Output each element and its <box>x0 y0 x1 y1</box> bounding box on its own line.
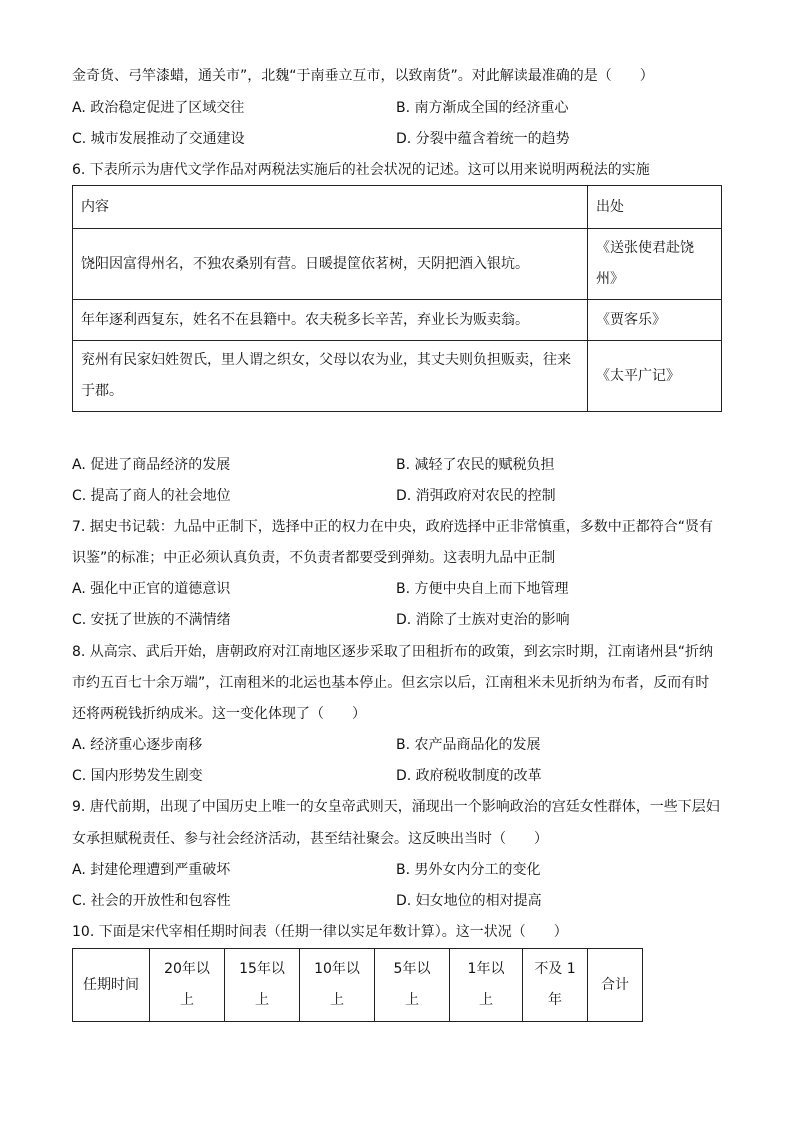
cell-text: 《太平广记》 <box>596 367 680 384</box>
q5-option-d: D. 分裂中蕴含着统一的趋势 <box>396 131 570 147</box>
table-cell-source <box>588 341 722 412</box>
table-header-cell <box>73 949 150 1022</box>
q5-stem: 金奇货、弓竿漆蜡，通关市”，北魏“于南垂立互市，以致南货”。对此解读最准确的是（ ） <box>72 68 654 84</box>
q9-option-d: D. 妇女地位的相对提高 <box>396 893 542 909</box>
q6-option-c: C. 提高了商人的社会地位 <box>72 488 231 504</box>
q5-option-b: B. 南方渐成全国的经济重心 <box>396 100 569 116</box>
cell-text: 年 <box>548 992 562 1008</box>
cell-text: 年年逐利西复东，姓名不在县籍中。农夫税多长辛苦，弃业长为贩卖翁。 <box>81 311 529 328</box>
table-header-cell <box>588 949 643 1022</box>
table-header-cell <box>523 949 588 1022</box>
q8-option-d: D. 政府税收制度的改革 <box>396 768 542 784</box>
q7-stem-line-2: 识鉴”的标准；中正必须认真负责，不负责者都要受到弹劾。这表明九品中正制 <box>72 550 556 566</box>
q6-option-d: D. 消弭政府对农民的控制 <box>396 488 556 504</box>
cell-text: 10年以 <box>314 961 360 977</box>
table-header-cell <box>375 949 450 1022</box>
q9-option-a: A. 封建伦理遭到严重破坏 <box>72 862 231 878</box>
table-row <box>73 229 722 300</box>
cell-text: 上 <box>405 992 419 1008</box>
cell-text: 上 <box>479 992 493 1008</box>
q8-option-a: A. 经济重心逐步南移 <box>72 737 203 753</box>
q8-option-b: B. 农产品商品化的发展 <box>396 737 541 753</box>
cell-text: 上 <box>255 992 269 1008</box>
cell-text: 上 <box>330 992 344 1008</box>
table-row <box>73 300 722 341</box>
cell-text: 任期时间 <box>83 976 139 993</box>
cell-text: 《送张使君赴饶 <box>596 240 694 256</box>
q10-stem: 10. 下面是宋代宰相任期时间表（任期一律以实足年数计算）。这一状况（ ） <box>72 924 568 940</box>
table-header-cell <box>225 949 300 1022</box>
table-header-row <box>73 186 722 229</box>
cell-text: 合计 <box>601 976 629 993</box>
table-header-content: 内容 <box>73 186 588 229</box>
cell-text: 5年以 <box>393 961 431 977</box>
q6-option-a: A. 促进了商品经济的发展 <box>72 457 231 473</box>
q6-option-b: B. 减轻了农民的赋税负担 <box>396 457 555 473</box>
table-header-cell <box>300 949 375 1022</box>
table-header-cell <box>450 949 523 1022</box>
q8-stem-line-3: 还将两税钱折纳成米。这一变化体现了（ ） <box>72 706 366 722</box>
q8-stem-line-1: 8. 从高宗、武后开始，唐朝政府对江南地区逐步采取了田租折布的政策，到玄宗时期，江南诸州县“折纳 <box>72 644 714 660</box>
cell-text: 不及 1 <box>534 961 576 977</box>
table-cell-source <box>588 229 722 300</box>
cell-text: 州》 <box>596 271 624 287</box>
table-cell-content <box>73 229 588 300</box>
table-cell-source <box>588 300 722 341</box>
q8-stem-line-2: 市约五百七十余万端”，江南租米的北运也基本停止。但玄宗以后，江南租米未见折纳为布者，反而有时 <box>72 675 710 691</box>
q7-stem-line-1: 7. 据史书记载：九品中正制下，选择中正的权力在中央，政府选择中正非常慎重，多数中正都符合“贤有 <box>72 519 714 535</box>
q8-option-c: C. 国内形势发生剧变 <box>72 768 203 784</box>
cell-text: 1年以 <box>467 961 505 977</box>
cell-text: 《贾客乐》 <box>596 311 666 328</box>
table-row <box>73 949 643 1022</box>
q7-option-b: B. 方便中央自上而下地管理 <box>396 581 569 597</box>
table-header-source: 出处 <box>588 186 722 229</box>
cell-text: 兖州有民家妇姓贺氏，里人谓之织女，父母以农为业，其丈夫则负担贩卖，往来 <box>81 352 571 368</box>
table-cell-content <box>73 300 588 341</box>
cell-text: 上 <box>180 992 194 1008</box>
q5-option-c: C. 城市发展推动了交通建设 <box>72 131 245 147</box>
q7-option-d: D. 消除了士族对吏治的影响 <box>396 612 570 628</box>
q10-table <box>72 948 643 1022</box>
cell-text: 15年以 <box>239 961 285 977</box>
q7-option-c: C. 安抚了世族的不满情绪 <box>72 612 231 628</box>
cell-text: 饶阳因富得州名，不独农桑别有营。日暖提筐依茗树，天阴把酒入银坑。 <box>81 255 529 272</box>
q9-option-b: B. 男外女内分工的变化 <box>396 862 541 878</box>
q7-option-a: A. 强化中正官的道德意识 <box>72 581 231 597</box>
q6-table <box>72 185 722 412</box>
table-header-cell <box>150 949 225 1022</box>
q9-stem-line-1: 9. 唐代前期，出现了中国历史上唯一的女皇帝武则天，涌现出一个影响政治的宫廷女性群体，一些下层妇 <box>72 799 720 815</box>
table-row <box>73 341 722 412</box>
q6-stem: 6. 下表所示为唐代文学作品对两税法实施后的社会状况的记述。这可以用来说明两税法的实施 <box>72 162 650 178</box>
cell-text: 于郡。 <box>81 383 123 399</box>
q9-option-c: C. 社会的开放性和包容性 <box>72 893 231 909</box>
cell-text: 20年以 <box>164 961 210 977</box>
q5-option-a: A. 政治稳定促进了区域交往 <box>72 100 245 116</box>
q9-stem-line-2: 女承担赋税责任、参与社会经济活动，甚至结社聚会。这反映出当时（ ） <box>72 831 548 847</box>
table-cell-content <box>73 341 588 412</box>
